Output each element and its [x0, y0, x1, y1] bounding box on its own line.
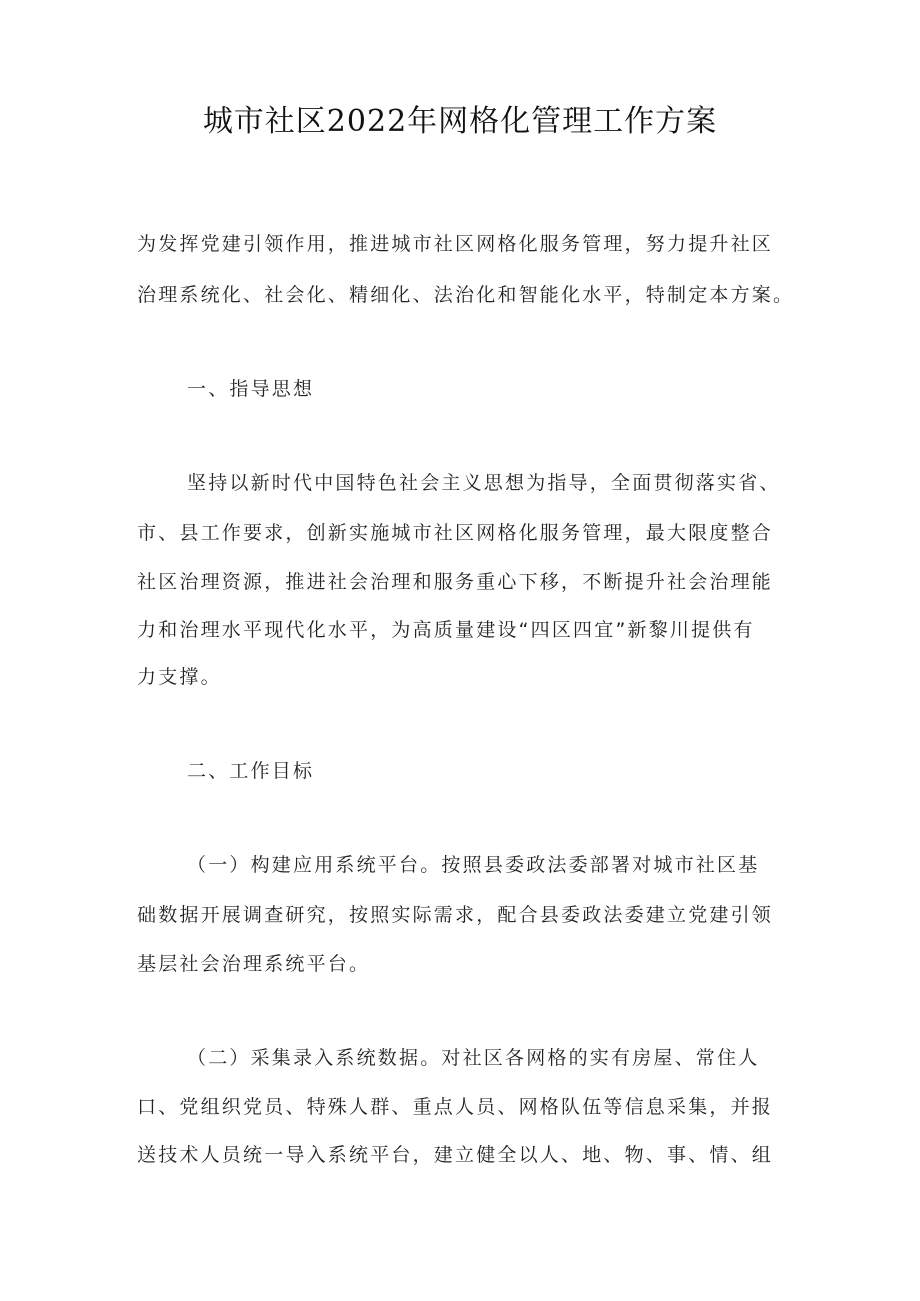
intro-line-2: 治理系统化、社会化、精细化、法治化和智能化水平，特制定本方案。 [137, 284, 795, 306]
work-goal-1-line-3: 基层社会治理系统平台。 [137, 953, 371, 975]
work-goal-1-line-2: 础数据开展调查研究，按照实际需求，配合县委政法委建立党建引领 [137, 904, 774, 926]
intro-line-1: 为发挥党建引领作用，推进城市社区网格化服务管理，努力提升社区 [137, 233, 774, 255]
guiding-thought-line-5: 力支撑。 [137, 666, 222, 688]
guiding-thought-line-4: 力和治理水平现代化水平，为高质量建设“四区四宜”新黎川提供有 [137, 619, 755, 641]
section-heading-work-goals: 二、工作目标 [187, 760, 315, 782]
work-goal-2-line-1: （二）采集录入系统数据。对社区各网格的实有房屋、常住人 [187, 1047, 760, 1069]
guiding-thought-line-3: 社区治理资源，推进社会治理和服务重心下移，不断提升社会治理能 [137, 571, 774, 593]
work-goal-1-line-1: （一）构建应用系统平台。按照县委政法委部署对城市社区基 [187, 854, 760, 876]
document-title: 城市社区2022年网格化管理工作方案 [202, 104, 718, 139]
work-goal-2-line-3: 送技术人员统一导入系统平台，建立健全以人、地、物、事、情、组 [137, 1144, 774, 1166]
guiding-thought-line-2: 市、县工作要求，创新实施城市社区网格化服务管理，最大限度整合 [137, 522, 774, 544]
section-heading-guiding-thought: 一、指导思想 [187, 378, 315, 400]
work-goal-2-line-2: 口、党组织党员、特殊人群、重点人员、网格队伍等信息采集，并报 [137, 1096, 774, 1118]
guiding-thought-line-1: 坚持以新时代中国特色社会主义思想为指导，全面贯彻落实省、 [187, 472, 781, 494]
